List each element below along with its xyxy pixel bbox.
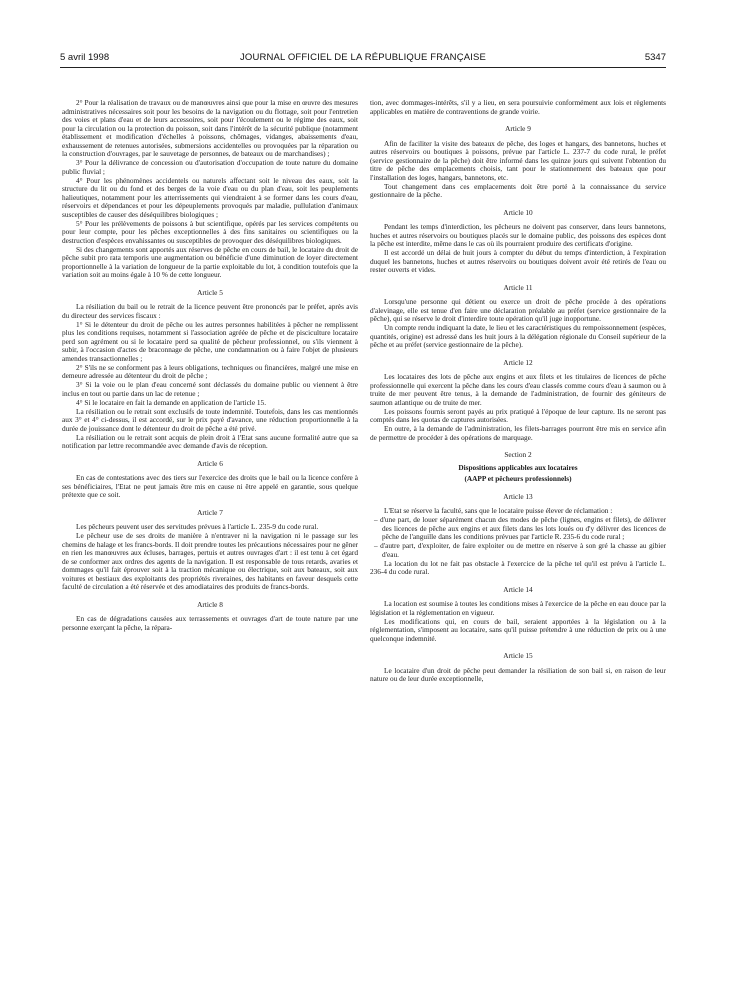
paragraph: tion, avec dommages-intérêts, s'il y a lieu, en sera poursuivie conformément aux lois et règlements applicables en matière de contraventions de grande voirie. <box>370 98 666 116</box>
paragraph: En cas de contestations avec des tiers sur l'exercice des droits que le bail ou la licence confère à ses bénéficiaires, l'Etat ne peut jamais être mis en cause ni être appelé en garantie, sous quelque prétexte que ce soit. <box>62 473 358 499</box>
page-header <box>60 52 666 66</box>
paragraph: Les locataires des lots de pêche aux engins et aux filets et les titulaires de licences de pêche professionnelle qui exercent la pêche dans les cours d'eau classés comme cours d'eau à saumon ou à truite de mer peuvent être tenus, à la demande de l'administration, de fournir des géniteurs de saumon atlantique ou de truite de mer. <box>370 372 666 407</box>
article-heading: Article 8 <box>197 599 223 609</box>
section-heading: Section 2 <box>504 450 532 459</box>
article-heading: Article 14 <box>503 584 533 594</box>
section-subtitle: Dispositions applicables aux locataires <box>458 462 578 472</box>
article-heading: Article 15 <box>503 651 533 660</box>
section-subtitle: (AAPP et pêcheurs professionnels) <box>464 474 572 483</box>
paragraph: En outre, à la demande de l'administration, les filets-barrages pourront être mis en service afin de permettre de procéder à des opérations de marquage. <box>370 424 666 442</box>
paragraph: L'Etat se réserve la faculté, sans que le locataire puisse élever de réclamation : <box>384 506 613 515</box>
article-heading: Article 6 <box>197 458 223 468</box>
paragraph: 4° Si le locataire en fait la demande en application de l'article 15. <box>76 397 267 407</box>
header-rule <box>60 67 666 68</box>
issue-date: 5 avril 1998 <box>60 52 110 63</box>
list-item: – d'autre part, d'exploiter, de faire exploiter ou de mettre en réserve à son gré la chasse au gibier d'eau. <box>374 541 666 559</box>
page-number: 5347 <box>644 52 666 63</box>
paragraph: En cas de dégradations causées aux terrassements et ouvrages d'art de toute nature par une personne exerçant la pêche, la répara- <box>62 614 358 632</box>
paragraph: La résiliation du bail ou le retrait de la licence peuvent être prononcés par le préfet, après avis du directeur des services fiscaux : <box>62 302 358 320</box>
list-item: – d'une part, de louer séparément chacun des modes de pêche (lignes, engins et filets), de délivrer des licences de pêche aux engins et aux filets dans les lots loués ou d'y délivrer des licences de pêche de l'anguille dans les conditions prévues par l'article R. 235-6 du code rural ; <box>374 515 666 541</box>
article-heading: Article 5 <box>197 287 223 297</box>
paragraph: La résiliation ou le retrait sont acquis de plein droit à l'Etat sans aucune formalité autre que sa notification par lettre recommandée avec demande d'avis de réception. <box>62 432 358 450</box>
article-heading: Article 13 <box>503 491 533 501</box>
article-heading: Article 10 <box>503 207 533 217</box>
paragraph: Afin de faciliter la visite des bateaux de pêche, des loges et hangars, des bannetons, huches et autres réservoirs ou boutiques à poissons, prévue par l'article L. 237-7 du code rural, le préfet (service gestionnaire de la pêche) doit être informé dans les quinze jours qui suivent l'obtention du titre de pêche des emplacements choisis, tant pour le stationnement des bateaux que pour l'installation des loges, hangars, bannetons, etc. <box>370 138 666 182</box>
journal-title: JOURNAL OFFICIEL DE LA RÉPUBLIQUE FRANÇAISE <box>240 52 486 63</box>
article-heading: Article 7 <box>197 507 223 517</box>
paragraph: Tout changement dans ces emplacements doit être porté à la connaissance du service gestionnaire de la pêche. <box>370 181 666 199</box>
paragraph: 5° Pour les prélèvements de poissons à but scientifique, opérés par les services compétents ou pour leur compte, pour les pêches exceptionnelles à des fins sanitaires ou scientifiques ou la destruction d'espèces envahissantes ou susceptibles de provoquer des déséquilibres biologiques. <box>62 218 358 245</box>
paragraph: La résiliation ou le retrait sont exclusifs de toute indemnité. Toutefois, dans les cas mentionnés aux 3° et 4° ci-dessus, il est accordé, sur le prix payé d'avance, une réduction proportionnelle à la durée de jouissance dont le détenteur du droit de pêche a été privé. <box>62 406 358 433</box>
paragraph: 3° Pour la délivrance de concession ou d'autorisation d'occupation de toute nature du domaine public fluvial ; <box>62 158 358 176</box>
paragraph: Le locataire d'un droit de pêche peut demander la résiliation de son bail si, en raison de leur nature ou de leur durée exceptionnelle, <box>370 665 666 683</box>
paragraph: Le pêcheur use de ses droits de manière à n'entraver ni la navigation ni le passage sur les chemins de halage et les francs-bords. Il doit prendre toutes les précautions nécessaires pour ne gêner en rien les manœuvres aux écluses, barrages, pertuis et autres ouvrages d'art : il est tenu à cet égard de se conformer aux ordres des agents de la navigation. Il est responsable de tous retards, avaries et dommages qu'il fait éprouver soit à la traction mécanique ou électrique, soit aux bateaux, soit aux voitures et bestiaux des exploitants des propriétés riveraines, des habitants en faveur desquels cette faculté de circulation a été réservée et des amodiataires des produits de francs-bords. <box>62 531 358 591</box>
left-column <box>62 99 358 633</box>
paragraph: Les poissons fournis seront payés au prix pratiqué à l'époque de leur capture. Ils ne seront pas comptés dans les quotas de captures autorisées. <box>370 406 666 424</box>
paragraph: Il est accordé un délai de huit jours à compter du début du temps d'interdiction, à l'expiration duquel les bannetons, huches et autres réservoirs ou boutiques doivent avoir été retirés de l'eau ou rester ouverts et vides. <box>370 248 666 274</box>
paragraph: La location du lot ne fait pas obstacle à l'exercice de la pêche tel qu'il est prévu à l'article L. 236-4 du code rural. <box>370 558 666 576</box>
paragraph: La location est soumise à toutes les conditions mises à l'exercice de la pêche en eau douce par la législation et la réglementation en vigueur. <box>370 599 666 617</box>
paragraph: Pendant les temps d'interdiction, les pêcheurs ne doivent pas conserver, dans leurs bannetons, huches et autres réservoirs ou boutiques placés sur le domaine public, des poissons des espèces dont la pêche est interdite, même dans le cas où ils pourraient produire des certificats d'origine. <box>370 222 666 248</box>
right-column <box>370 99 666 684</box>
paragraph: Lorsqu'une personne qui détient ou exerce un droit de pêche procède à des opérations d'alevinage, elle est tenue d'en faire une déclaration préalable au préfet (service gestionnaire de la pêche), qui se réserve le droit d'interdire toute opération qu'il juge inopportune. <box>370 297 666 323</box>
article-heading: Article 12 <box>503 357 533 367</box>
paragraph: Un compte rendu indiquant la date, le lieu et les caractéristiques du rempoissonnement (espèces, quantités, origine) est adressé dans les huit jours à la délégation régionale du Conseil supérieur de la pêche et au préfet (service gestionnaire de la pêche). <box>370 323 666 349</box>
paragraph: Les modifications qui, en cours de bail, seraient apportées à la législation ou à la réglementation, s'imposent au locataire, sans qu'il puisse prétendre à une réduction de prix ou à une quelconque indemnité. <box>370 616 666 643</box>
article-heading: Article 11 <box>503 282 533 292</box>
paragraph: 3° Si la voie ou le plan d'eau concerné sont déclassés du domaine public ou viennent à être inclus en tout ou partie dans un lac de retenue ; <box>62 380 358 398</box>
paragraph: 2° S'ils ne se conforment pas à leurs obligations, techniques ou financières, malgré une mise en demeure adressée au détenteur du droit de pêche ; <box>62 362 358 380</box>
paragraph: 4° Pour les phénomènes accidentels ou naturels affectant soit le niveau des eaux, soit la structure du lit ou du fond et des berges de la voie d'eau ou du plan d'eau, soit les peuplements halieutiques, notamment pour les atterrissements qui viendraient à se former dans les cours d'eau, réservoirs et dépendances et pour les dépeuplements provoqués par maladie, pullulation d'animaux susceptibles de causer des déséquilibres biologiques ; <box>62 175 358 219</box>
paragraph: 2° Pour la réalisation de travaux ou de manœuvres ainsi que pour la mise en œuvre des mesures administratives nécessaires soit pour les besoins de la navigation ou du flottage, soit pour l'entretien des voies et plans d'eau et de leurs accessoires, soit pour l'écoulement ou le régime des eaux, soit pour la circulation ou la protection du poisson, soit dans l'intérêt de la sécurité publique (notamment établissement et modification d'échelles à poissons, chômages, vidanges, abaissements d'eau, exhaussement de retenues autorisées, submersions accidentelles ou provoquées par la réparation ou la construction d'ouvrages, par le sauvetage de personnes, de bateaux ou de marchandises) ; <box>62 98 358 158</box>
paragraph: Les pêcheurs peuvent user des servitudes prévues à l'article L. 235-9 du code rural. <box>76 522 319 531</box>
paragraph: 1° Si le détenteur du droit de pêche ou les autres personnes habilitées à pêcher ne remplissent plus les conditions requises, notamment si l'association agréée de pêche et de pisciculture locataire perd son agrément ou si le locataire perd sa qualité de pêcheur professionnel, ou s'ils viennent à subir, à l'occasion d'actes de braconnage de pêche, une condamnation ou à faire l'objet de plusieurs amendes transactionnelles ; <box>62 319 358 363</box>
article-heading: Article 9 <box>505 124 531 133</box>
paragraph: Si des changements sont apportés aux réserves de pêche en cours de bail, le locataire du droit de pêche subit pro rata temporis une augmentation ou bénéficie d'une diminution de loyer directement proportionnelle à la variation de longueur de la partie exploitable du lot, à condition toutefois que la variation soit au moins égale à 10 % de cette longueur. <box>62 244 358 279</box>
